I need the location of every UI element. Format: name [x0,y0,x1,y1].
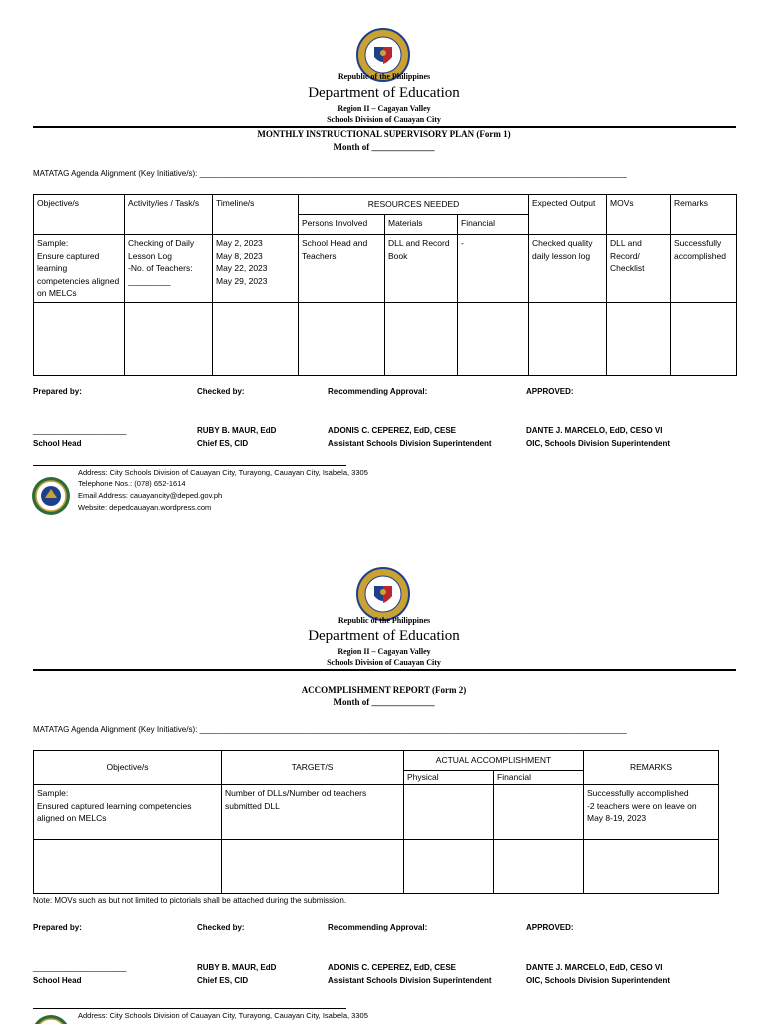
form1-sample-persons: School Head and Teachers [299,235,385,303]
division-seal [31,476,71,516]
division-seal [31,1014,71,1024]
form1-header-remarks: Remarks [671,195,737,235]
recommending-name: ADONIS C. CEPEREZ, EdD, CESE [328,963,457,972]
form2-title: ACCOMPLISHMENT REPORT (Form 2) [301,685,467,695]
footer-address: Address: City Schools Division of Cauayan City, Turayong, Cauayan City, Isabela, 3305 [78,468,368,477]
republic-line: Republic of the Philippines [337,72,431,81]
form1-header-output: Expected Output [529,195,607,235]
form1-sample-output: Checked quality daily lesson log [529,235,607,303]
prepared-signature-line: _____________________ [33,426,127,435]
form2-header-actual: ACTUAL ACCOMPLISHMENT [404,751,584,771]
header-rule [33,669,736,671]
checked-label: Checked by: [197,387,245,396]
approved-title: OIC, Schools Division Superintendent [526,439,671,448]
footer-rule [33,1008,346,1009]
footer-rule [33,465,346,466]
form2-table [33,750,719,894]
header-rule [33,126,736,128]
form1-sample-objective: Sample: Ensure captured learning competencies aligned on MELCs [34,235,125,303]
form2-sample-row [34,785,719,840]
form1-empty-row [34,302,737,375]
form2-sample-objective: Sample: Ensured captured learning competencies aligned on MELCs [34,785,222,840]
prepared-label: Prepared by: [33,387,82,396]
checked-title: Chief ES, CID [197,439,249,448]
checked-name: RUBY B. MAUR, EdD [197,426,277,435]
footer-website: Website: depedcauayan.wordpress.com [78,503,212,512]
form1-sample-row [34,235,737,303]
form2-empty-row [34,840,719,894]
form1-month: Month of ______________ [333,142,435,152]
form2-sample-physical [404,785,494,840]
recommending-label: Recommending Approval: [328,387,428,396]
form1-header-activity: Activity/ies / Task/s [125,195,213,235]
form1-header-materials: Materials [385,215,458,235]
form2-sample-financial [494,785,584,840]
footer-address: Address: City Schools Division of Cauayan City, Turayong, Cauayan City, Isabela, 3305 [78,1011,368,1020]
approved-label: APPROVED: [526,923,574,932]
form1-header-resources: RESOURCES NEEDED [299,195,529,215]
form1-header-objective: Objective/s [34,195,125,235]
form1-sample-materials: DLL and Record Book [385,235,458,303]
form2-header-remarks: REMARKS [584,751,719,785]
prepared-title: School Head [33,976,82,985]
form1-title: MONTHLY INSTRUCTIONAL SUPERVISORY PLAN (Form 1) [257,129,511,139]
form2-sample-remarks: Successfully accomplished -2 teachers were on leave on May 8-19, 2023 [584,785,719,840]
footer-email: Email Address: cauayancity@deped.gov.ph [78,491,223,500]
form2-agenda-alignment: MATATAG Agenda Alignment (Key Initiative/s): ________________________________________________________________________________________________ [33,725,627,734]
form2-sample-target: Number of DLLs/Number od teachers submitted DLL [222,785,404,840]
form1-table [33,194,737,376]
republic-line: Republic of the Philippines [337,616,431,625]
form2-note: Note: MOVs such as but not limited to pictorials shall be attached during the submission. [33,896,347,905]
form2-header-financial: Financial [494,771,584,785]
form1-sample-financial: - [458,235,529,303]
form1-sample-remarks: Successfully accomplished [671,235,737,303]
form2-header-objective: Objective/s [34,751,222,785]
prepared-signature-line: _____________________ [33,963,127,972]
recommending-label: Recommending Approval: [328,923,428,932]
division-line: Schools Division of Cauayan City [327,658,441,667]
prepared-label: Prepared by: [33,923,82,932]
recommending-title: Assistant Schools Division Superintendent [328,439,492,448]
form1-agenda-alignment: MATATAG Agenda Alignment (Key Initiative/s): ________________________________________________________________________________________________ [33,169,627,178]
form2-month: Month of ______________ [333,697,435,707]
region-line: Region II – Cagayan Valley [337,647,431,656]
checked-label: Checked by: [197,923,245,932]
form2-header-target: TARGET/S [222,751,404,785]
recommending-title: Assistant Schools Division Superintendent [328,976,492,985]
form1-header-movs: MOVs [607,195,671,235]
deped-seal [355,566,411,622]
approved-name: DANTE J. MARCELO, EdD, CESO VI [526,426,663,435]
division-line: Schools Division of Cauayan City [327,115,441,124]
department-title: Department of Education [308,628,460,644]
region-line: Region II – Cagayan Valley [337,104,431,113]
footer-telephone: Telephone Nos.: (078) 652-1614 [78,479,186,488]
form1-header-financial: Financial [458,215,529,235]
approved-name: DANTE J. MARCELO, EdD, CESO VI [526,963,663,972]
form1-sample-movs: DLL and Record/ Checklist [607,235,671,303]
approved-label: APPROVED: [526,387,574,396]
department-title: Department of Education [308,85,460,101]
checked-title: Chief ES, CID [197,976,249,985]
form1-sample-timeline: May 2, 2023 May 8, 2023 May 22, 2023 May 29, 2023 [213,235,299,303]
form1-sample-activity: Checking of Daily Lesson Log -No. of Teachers: _________ [125,235,213,303]
form1-header-persons: Persons Involved [299,215,385,235]
form1-header-timeline: Timeline/s [213,195,299,235]
recommending-name: ADONIS C. CEPEREZ, EdD, CESE [328,426,457,435]
prepared-title: School Head [33,439,82,448]
checked-name: RUBY B. MAUR, EdD [197,963,277,972]
approved-title: OIC, Schools Division Superintendent [526,976,671,985]
form2-header-physical: Physical [404,771,494,785]
